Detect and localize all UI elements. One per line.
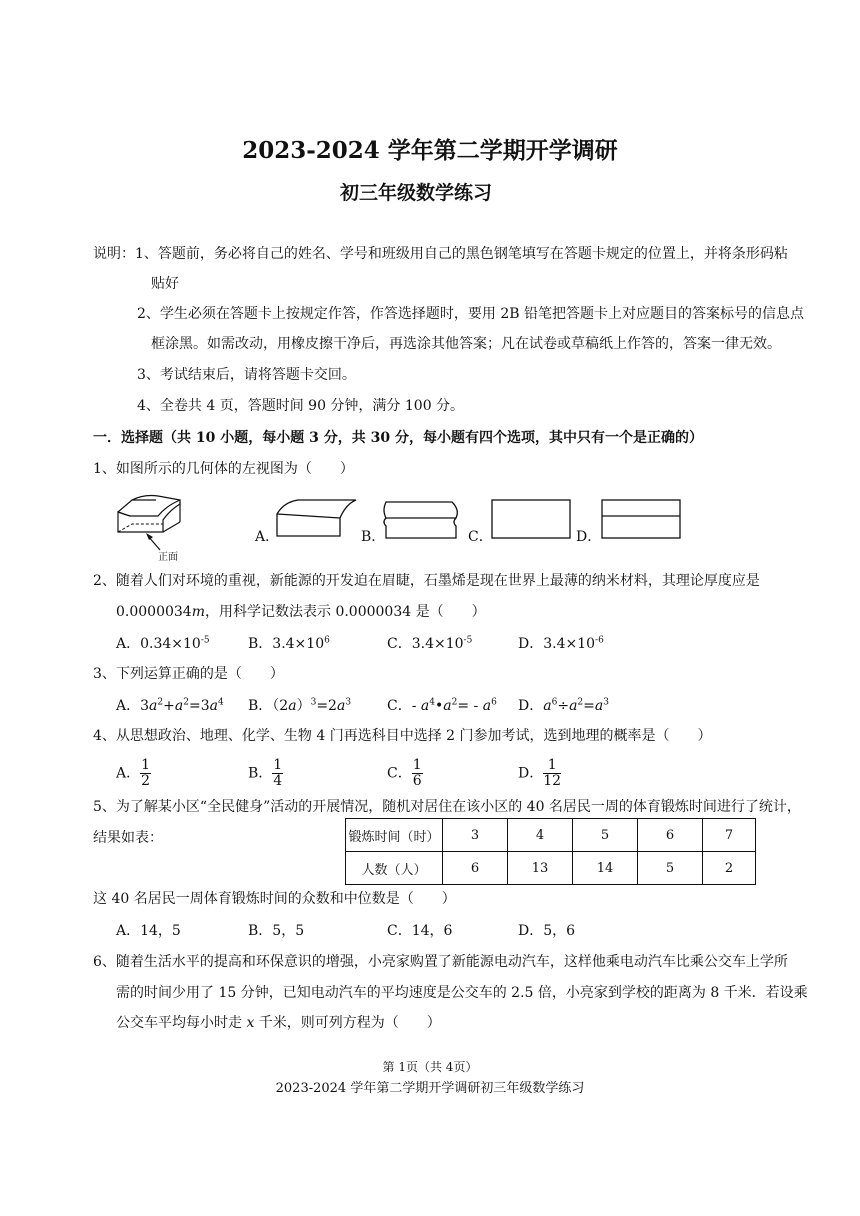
q4-option-b[interactable]	[248, 758, 283, 789]
q2-stem: 2、随着人们对环境的重视，新能源的开发迫在眉睫，石墨烯是现在世界上最薄的纳米材料，其理论厚度应是	[93, 573, 760, 589]
q5-option-b[interactable]: B．5，5	[248, 923, 305, 939]
instruction-2: 2、学生必须在答题卡上按规定作答，作答选择题时，要用 2B 铅笔把答题卡上对应题目的答案标号的信息点	[137, 306, 805, 322]
instruction-1: 说明：1、答题前，务必将自己的姓名、学号和班级用自己的黑色钢笔填写在答题卡规定的位置上，并将条形码粘	[93, 246, 788, 262]
q2-option-a-exp: -5	[200, 635, 210, 646]
page-number: 第 1页（共 4页）	[382, 1060, 478, 1074]
q3-option-c[interactable]: C．- $a^4•a^2= - a^6$	[387, 697, 497, 714]
q2-option-c[interactable]	[387, 633, 472, 653]
q5-option-d[interactable]: D．5，6	[518, 923, 576, 939]
table-cell: 13	[508, 852, 573, 885]
instruction-1-cont: 贴好	[151, 276, 179, 292]
q1-option-a-label: A．	[255, 529, 280, 545]
q4-option-b-label: B．	[248, 765, 273, 782]
q6-stem: 6、随着生活水平的提高和环保意识的增强，小亮家购置了新能源电动汽车，这样他乘电动汽车比乘公交车上学所	[93, 954, 788, 970]
table-cell: 2	[703, 852, 756, 885]
q1-option-b-label: B．	[361, 529, 386, 545]
q6-variable: x	[246, 1015, 255, 1031]
q3-option-a[interactable]: A．$3a^2+a^2=3a^4$	[116, 697, 224, 714]
table-cell: 14	[573, 852, 638, 885]
q3-option-b[interactable]: B．$(2a)^3=2a^3$	[248, 697, 352, 714]
table-header-cell: 锻炼时间（时）	[346, 819, 443, 852]
q1-stem: 1、如图所示的几何体的左视图为（ ）	[93, 461, 354, 477]
q2-option-b-base: 3.4×10	[272, 636, 325, 652]
q4-option-c-den: 6	[412, 773, 422, 789]
q5-stem: 5、为了解某小区“全民健身”活动的开展情况，随机对居住在该小区的 40 名居民一周的体育锻炼时间进行了统计，	[93, 799, 801, 815]
q2-stem-cont	[116, 602, 486, 622]
q3-option-a-label: A．	[116, 698, 141, 714]
q2-unit: m	[191, 604, 205, 620]
q1-option-d-label: D．	[576, 529, 602, 545]
q2-option-a-base: 0.34×10	[140, 636, 201, 652]
table-cell: 3	[443, 819, 508, 852]
q4-option-a-num: 1	[141, 757, 151, 773]
q2-number: 0.0000034	[116, 604, 192, 620]
q4-option-a-den: 2	[141, 773, 151, 789]
q4-option-c-label: C．	[387, 765, 412, 782]
section-heading: 一．选择题（共 10 小题，每小题 3 分，共 30 分，每小题有四个选项，其中只有一个是正确的）	[93, 430, 703, 446]
q4-option-a[interactable]	[116, 758, 151, 789]
q1-option-d-figure[interactable]	[598, 496, 684, 544]
q4-option-c-num: 1	[412, 757, 422, 773]
footer-title: 2023-2024 学年第二学期开学调研初三年级数学练习	[275, 1081, 585, 1096]
table-row	[346, 819, 756, 852]
q2-option-a[interactable]	[116, 633, 210, 653]
q4-option-d-fraction	[543, 758, 561, 789]
page-title: 2023-2024 学年第二学期开学调研	[242, 137, 618, 164]
instruction-4: 4、全卷共 4 页，答题时间 90 分钟，满分 100 分。	[137, 398, 465, 414]
q2-option-c-exp: -5	[463, 635, 473, 646]
table-cell: 6	[638, 819, 703, 852]
q4-option-b-num: 1	[273, 757, 283, 773]
q5-question: 这 40 名居民一周体育锻炼时间的众数和中位数是（ ）	[93, 891, 456, 907]
q4-stem: 4、从思想政治、地理、化学、生物 4 门再选科目中选择 2 门参加考试，选到地理的概率是（ ）	[93, 728, 712, 744]
q1-option-c-label: C．	[468, 529, 493, 545]
table-header-cell: 人数（人）	[346, 852, 443, 885]
table-cell: 7	[703, 819, 756, 852]
q1-option-a-figure[interactable]	[272, 496, 362, 544]
q1-option-c-figure[interactable]	[488, 496, 574, 544]
table-cell: 5	[638, 852, 703, 885]
q1-option-b-figure[interactable]	[378, 496, 464, 544]
q2-option-d-label: D．	[518, 636, 544, 652]
table-row	[346, 852, 756, 885]
q6-stem-cont: 需的时间少用了 15 分钟，已知电动汽车的平均速度是公交车的 2.5 倍，小亮家到学校的距离为 8 千米．若设乘	[116, 985, 808, 1001]
q4-option-b-den: 4	[273, 773, 283, 789]
q4-option-d[interactable]	[518, 758, 561, 789]
q2-option-d[interactable]	[518, 633, 604, 653]
front-label: 正面	[158, 552, 178, 563]
q2-option-a-label: A．	[116, 636, 141, 652]
q2-option-d-exp: -6	[595, 635, 604, 646]
q3-option-c-label: C．	[387, 698, 412, 714]
q2-option-c-base: 3.4×10	[411, 636, 464, 652]
table-cell: 6	[443, 852, 508, 885]
q4-option-b-fraction	[272, 758, 283, 789]
q3-option-d-label: D．	[518, 698, 544, 714]
q4-option-d-den: 12	[543, 773, 562, 789]
exercise-table	[345, 818, 756, 885]
q2-rest: ，用科学记数法表示 0.0000034 是（ ）	[205, 604, 486, 620]
table-cell: 4	[508, 819, 573, 852]
q5-option-c[interactable]: C．14，6	[387, 923, 453, 939]
q4-option-a-label: A．	[116, 765, 141, 782]
page-subtitle: 初三年级数学练习	[340, 182, 493, 204]
q3-stem: 3、下列运算正确的是（ ）	[93, 666, 284, 682]
q5-option-a[interactable]: A．14，5	[116, 923, 181, 939]
q4-option-d-label: D．	[518, 765, 544, 782]
q6-stem-cont-2	[116, 1013, 441, 1033]
q2-option-b[interactable]	[248, 633, 330, 653]
q4-option-c-fraction	[412, 758, 423, 789]
q6-stem-post: 千米，则可列方程为（ ）	[254, 1015, 441, 1031]
q4-option-c[interactable]	[387, 758, 423, 789]
table-cell: 5	[573, 819, 638, 852]
q2-option-d-base: 3.4×10	[543, 636, 596, 652]
q3-option-d[interactable]: D．$a^6\div a^2=a^3$	[518, 697, 609, 714]
q2-option-b-label: B．	[248, 636, 273, 652]
q2-option-b-exp: 6	[324, 635, 330, 646]
q2-option-c-label: C．	[387, 636, 412, 652]
instruction-2-cont: 框涂黑。如需改动，用橡皮擦干净后，再选涂其他答案；凡在试卷或草稿纸上作答的，答案一律无效。	[151, 336, 781, 352]
q5-stem-cont: 结果如表：	[93, 830, 163, 846]
q3-option-b-label: B．	[248, 698, 273, 714]
instruction-3: 3、考试结束后，请将答题卡交回。	[137, 367, 356, 383]
q4-option-d-num: 1	[543, 758, 561, 774]
q4-option-a-fraction	[140, 758, 151, 789]
q6-stem-pre: 公交车平均每小时走	[116, 1015, 247, 1031]
